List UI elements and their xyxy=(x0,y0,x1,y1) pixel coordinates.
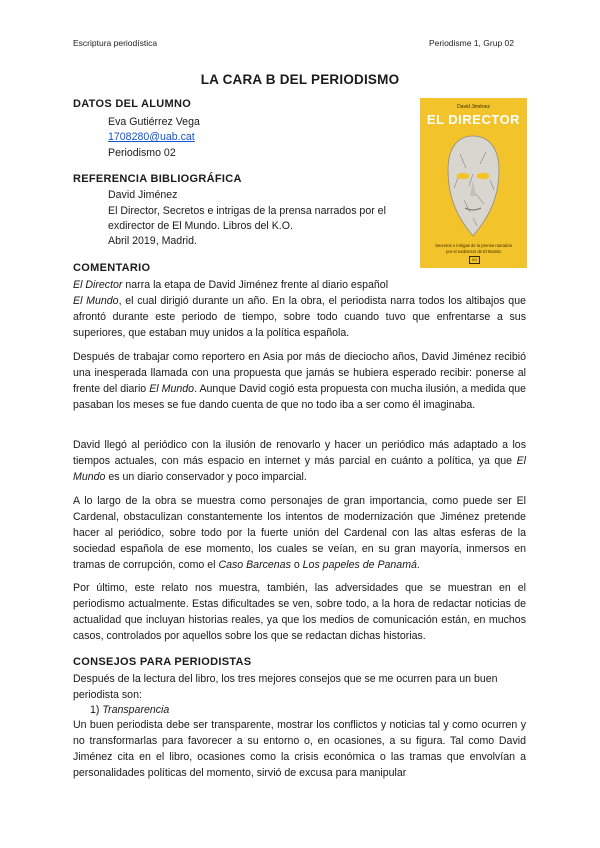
comentario-heading: COMENTARIO xyxy=(73,262,151,274)
reference-author: David Jiménez xyxy=(108,189,178,201)
comentario-line-1: El Director narra la etapa de David Jiménez frente al diario español xyxy=(73,279,389,291)
student-name: Eva Gutiérrez Vega xyxy=(108,116,200,128)
comentario-paragraph-4: A lo largo de la obra se muestra como personajes de gran importancia, como puede ser El Cardenal, obstaculizan constantemente los intentos de modernización que Jiménez pretende hacer al periódico, sobre todo por la fuerte unión del Cardenal con las altas esferas de la sociedad española de ese momento, los cuales se veían, en su gran mayoría, inmersos en tramas de corrupción, como el Caso Barcenas o Los papeles de Panamá. xyxy=(73,495,526,571)
reference-line-1: El Director, Secretos e intrigas de la prensa narrados por el xyxy=(108,205,386,217)
comentario-paragraph-2: Después de trabajar como reportero en Asia por más de dieciocho años, David Jiménez recibió una inesperada llamada con una propuesta que jamás se hubiera esperado recibir: ponerse al frente del diario El Mundo. Aunque David cogió esta propuesta con mucha ilusión, a medida que pasaban los meses se fue dando cuenta de que no todo iba a ser como él imaginaba. xyxy=(73,351,526,411)
newspaper-italic: El Mundo xyxy=(73,295,119,307)
consejos-heading: CONSEJOS PARA PERIODISTAS xyxy=(73,656,252,668)
comentario-paragraph-5: Por último, este relato nos muestra, también, las adversidades que se muestran en el periodismo actualmente. Estas dificultades se ven, sobre todo, a la hora de redactar noticias de actualidad que incluyan historias reales, ya que los medios de comunicación están, en muchos casos, controlados por aquellos sobre los que se redactan dichas historias. xyxy=(73,582,526,642)
list-item-transparencia: 1) Transparencia xyxy=(90,704,170,716)
student-email-link[interactable]: 1708280@uab.cat xyxy=(108,131,195,143)
comentario-paragraph-1: El Mundo, el cual dirigió durante un año. En la obra, el periodista narra todos los altibajos que afrontó durante este periodo de tiempo, sobre todo cuando tuvo que enfrentarse a sus superiores, que estaban muy unidos a la política española. xyxy=(73,295,526,339)
publisher-logo: KO xyxy=(469,256,480,264)
cover-title: EL DIRECTOR xyxy=(426,112,521,127)
consejos-intro: Después de la lectura del libro, los tres mejores consejos que se me ocurren para un buen periodista son: xyxy=(73,673,498,701)
referencia-heading: REFERENCIA BIBLIOGRÁFICA xyxy=(73,173,242,185)
cover-subtitle: Secretos e intrigas de la prensa narrados por el exdirector de El Mundo xyxy=(435,243,512,254)
student-group: Periodismo 02 xyxy=(108,147,176,159)
comentario-paragraph-3: David llegó al periódico con la ilusión de renovarlo y hacer un periódico más adaptado a los tiempos actuales, con más espacio en internet y más parcial en cuánto a política, ya que El Mundo es un diario conservador y poco imparcial. xyxy=(73,439,526,483)
reference-line-3: Abril 2019, Madrid. xyxy=(108,235,197,247)
consejos-paragraph-1: Un buen periodista debe ser transparente, mostrar los conflictos y noticias tal y como ocurren y no transformarlas para favorecer a su entorno o, en ocasiones, a su figura. Tal como David Jiménez cita en el libro, ocasiones como la crisis económica o las tramas que envolvían a personalidades políticas del momento, sirvió de excusa para manipular xyxy=(73,719,526,779)
page-title: LA CARA B DEL PERIODISMO xyxy=(200,72,400,87)
cover-author: David Jiménez xyxy=(457,104,490,110)
header-right: Periodisme 1, Grup 02 xyxy=(428,38,514,48)
datos-heading: DATOS DEL ALUMNO xyxy=(73,98,192,110)
reference-line-2: exdirector de El Mundo. Libros del K.O. xyxy=(108,220,293,232)
header-left: Escriptura periodística xyxy=(73,38,158,48)
book-cover-image xyxy=(420,98,527,268)
mask-illustration xyxy=(446,134,501,238)
book-title-italic: El Director xyxy=(73,279,123,291)
